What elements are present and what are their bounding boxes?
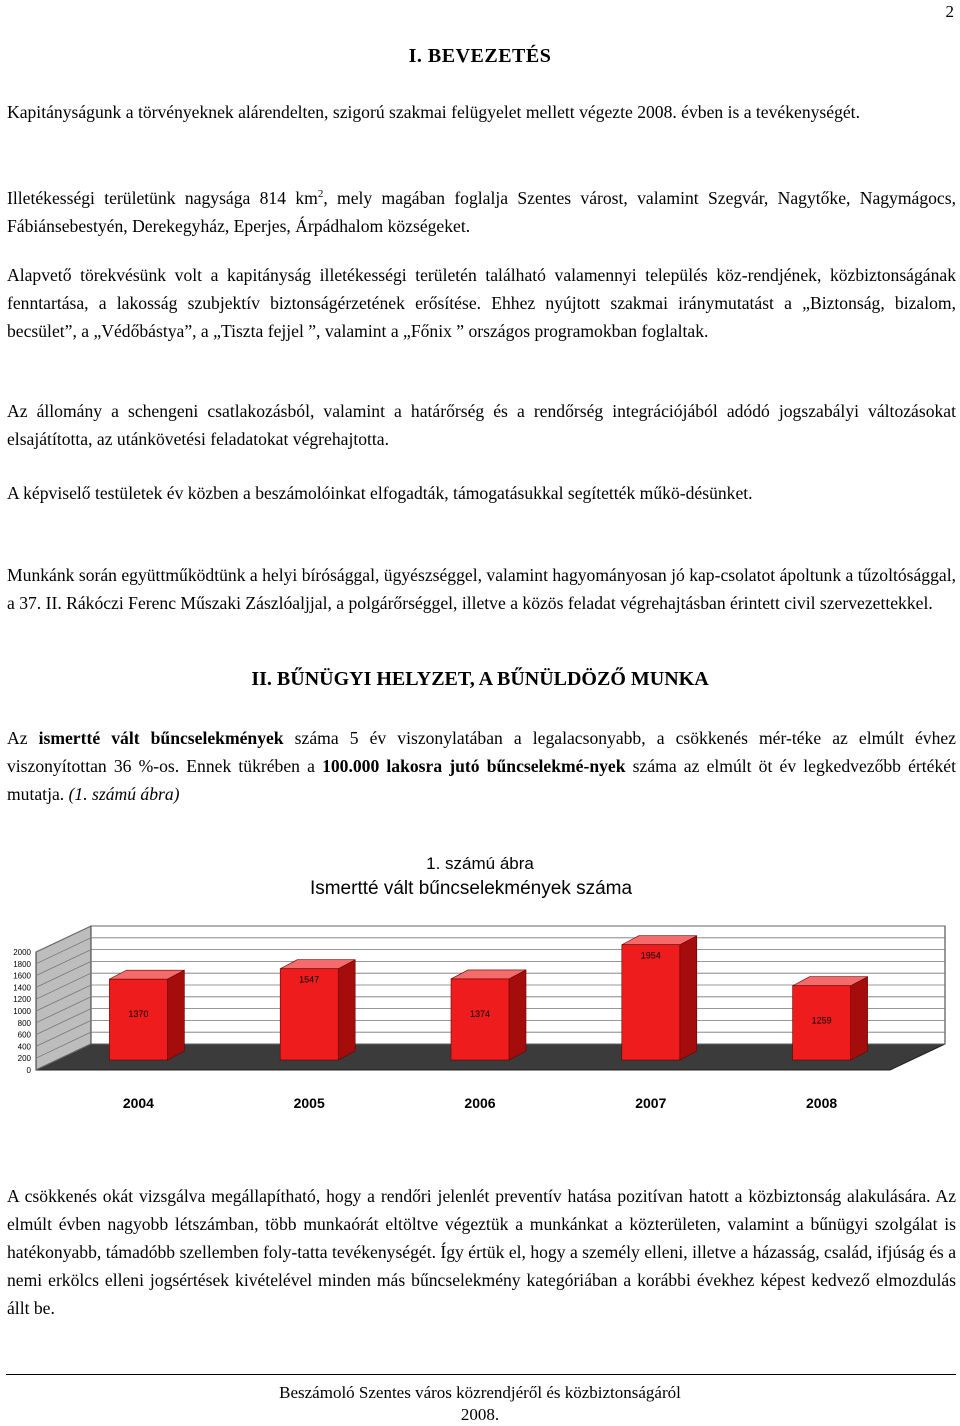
chart-caption: 1. számú ábra xyxy=(426,854,534,873)
figure-reference: (1. számú ábra) xyxy=(68,784,180,804)
bar-side xyxy=(509,970,526,1060)
paragraph-3: Alapvető törekvésünk volt a kapitányság illetékességi területén található valamennyi település köz-rendjének, közbiztonságának fenntartása, a lakosság szubjektív biztonságérzetének erősítése. Ehhez nyújtott szakmai iránymutatást a „Biztonság, bizalom, becsület”, a „Védőbástya”, a „Tiszta fejjel ”, valamint a „Főnix ” országos programokban foglaltak. xyxy=(7,265,956,341)
superscript: 2 xyxy=(317,188,324,200)
bar-side xyxy=(167,970,184,1060)
paragraph-5: A képviselő testületek év közben a beszámolóinkat elfogadták, támogatásukkal segítették műkö-désünket. xyxy=(7,483,753,503)
data-label: 1259 xyxy=(811,1015,832,1026)
page-number: 2 xyxy=(945,2,954,21)
paragraph-6: Munkánk során együttműködtünk a helyi bírósággal, ügyészséggel, valamint hagyományosan jó kap-csolatot ápoltunk a tűzoltósággal, a 37. II. Rákóczi Ferenc Műszaki Zászlóaljjal, a polgárőrséggel, illetve a közös feladat végrehajtásban érintett civil szervezettekkel. xyxy=(7,565,956,613)
y-tick-label: 1200 xyxy=(13,995,31,1005)
paragraph-4: Az állomány a schengeni csatlakozásból, valamint a határőrség és a rendőrség integrációjából adódó jogszabályi változásokat elsajátította, az utánkövetési feladatokat végrehajtotta. xyxy=(7,401,956,449)
x-tick-label: 2007 xyxy=(635,1095,667,1111)
bar xyxy=(622,945,680,1060)
data-label: 1547 xyxy=(299,974,320,985)
y-tick-label: 1800 xyxy=(13,959,31,969)
section-heading-1: I. BEVEZETÉS xyxy=(408,45,552,67)
section-heading-2: II. BŰNÜGYI HELYZET, A BŰNÜLDÖZŐ MUNKA xyxy=(251,668,709,690)
paragraph-2: Illetékességi területünk nagysága 814 $km^2$, mely magában foglalja Szentes várost, valamint Szegvár, Nagytőke, Nagymágocs, Fábiánsebestyén, Derekegyház, Eperjes, Árpádhalom községeket. xyxy=(7,187,956,236)
y-tick-label: 600 xyxy=(17,1030,31,1040)
x-tick-label: 2006 xyxy=(464,1095,496,1111)
bar xyxy=(109,979,167,1060)
y-tick-label: 2000 xyxy=(13,948,31,957)
y-tick-label: 1000 xyxy=(13,1007,31,1016)
bar-side xyxy=(851,977,868,1060)
y-tick-label: 0 xyxy=(26,1066,31,1075)
paragraph-8: A csökkenés okát vizsgálva megállapítható, hogy a rendőri jelenlét preventív hatása pozitívan hatott a közbiztonság alakulására. Az elmúlt évben nagyobb létszámban, több munkaórát eltöltve végeztük a munkánkat a közterületen, valamint a bűnügyi szolgálat is hatékonyabb, támadóbb szellemben foly-tatta tevékenységét. Így értük el, hogy a személy elleni, illetve a házasság, család, ifjúság és a nemi erkölcs elleni jogsértések kivételével minden más bűncselekmény kategóriában a korábbi évekhez képest kedvező elmozdulás állt be. xyxy=(7,1186,956,1318)
x-tick-label: 2004 xyxy=(122,1095,154,1111)
data-label: 1374 xyxy=(469,1008,491,1019)
y-tick-label: 1400 xyxy=(13,983,31,993)
footer-title: Beszámoló Szentes város közrendjéről és közbiztonságáról xyxy=(279,1383,681,1402)
data-label: 1370 xyxy=(128,1009,149,1020)
paragraph-7: Az ismertté vált bűncselekmények száma 5 év viszonylatában a legalacsonyabb, a csökkenés mér-téke az elmúlt évhez viszonyítottan 36 %-os. Ennek tükrében a 100.000 lakosra jutó bűncselekmé-nyek száma az elmúlt öt év legkedvezőbb értékét mutatja. (1. számú ábra) xyxy=(7,728,956,804)
footer xyxy=(0,1382,960,1426)
y-tick-label: 800 xyxy=(17,1018,31,1028)
bar xyxy=(451,979,509,1060)
data-label: 1954 xyxy=(640,950,661,961)
bar-chart xyxy=(0,900,960,1120)
bar-side xyxy=(680,936,697,1060)
paragraph-1: Kapitányságunk a törvényeknek alárendelten, szigorú szakmai felügyelet mellett végezte 2008. évben is a tevékenységét. xyxy=(7,102,860,122)
y-tick-label: 1600 xyxy=(13,971,31,981)
x-tick-label: 2005 xyxy=(293,1095,325,1111)
y-tick-label: 200 xyxy=(17,1054,31,1064)
chart-title: Ismertté vált bűncselekmények száma xyxy=(309,878,633,899)
bold-text: ismertté vált bűncselekmények xyxy=(38,728,284,748)
footer-divider xyxy=(6,1374,956,1375)
y-tick-label: 400 xyxy=(17,1042,31,1052)
bold-text: 100.000 lakosra jutó bűncselekmé-nyek xyxy=(322,756,626,776)
bar-side xyxy=(338,960,355,1060)
footer-year: 2008. xyxy=(460,1405,500,1424)
x-tick-label: 2008 xyxy=(806,1095,838,1111)
